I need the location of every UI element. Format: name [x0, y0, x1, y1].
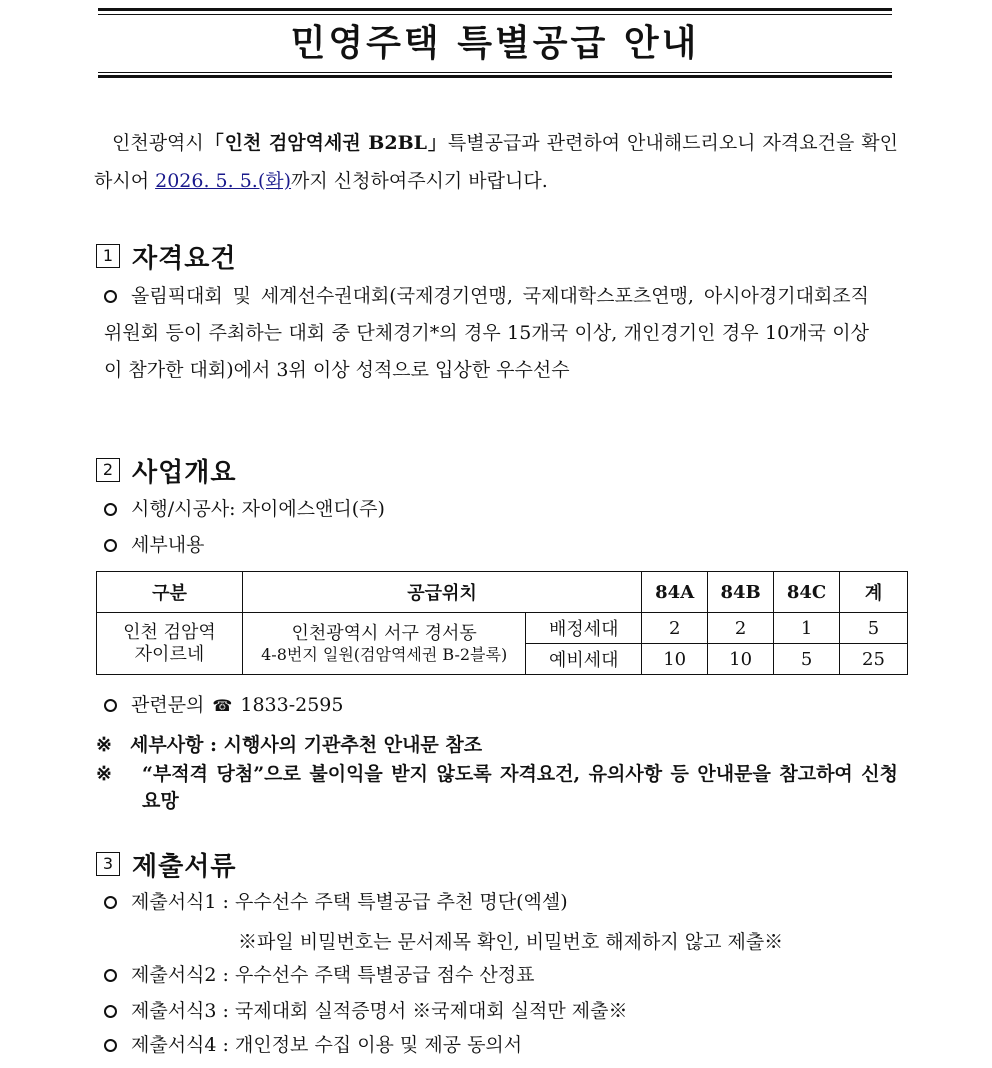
circle-bullet-icon: [104, 699, 117, 712]
details-label: 세부내용: [131, 534, 205, 556]
document-item: [104, 957, 534, 993]
table-header-row: [97, 572, 908, 613]
value-cell: 10: [642, 644, 708, 675]
supply-table: [96, 571, 908, 675]
section-title: 사업개요: [132, 457, 237, 488]
section-number: 2: [96, 458, 120, 482]
intro-prefix: 인천광역시: [112, 132, 204, 154]
circle-bullet-icon: [104, 290, 117, 303]
location-line: 4-8번지 일원(검암역세권 B-2블록): [261, 644, 508, 664]
document-item: [104, 1027, 522, 1063]
intro-mid: 특별공급과 관련하여 안내해드리오니 자격요건을 확인하시어: [94, 132, 898, 192]
header-cell: 84C: [774, 572, 840, 613]
location-line: 인천광역시 서구 경서동: [291, 622, 477, 644]
title-rule: [98, 8, 892, 11]
document-text: 제출서식1 : 우수선수 주택 특별공급 추천 명단(엑셀): [131, 891, 568, 913]
note-details: [96, 732, 482, 759]
type-cell: 배정세대: [526, 613, 642, 644]
note-text: 세부사항 : 시행사의 기관추천 안내문 참조: [130, 734, 483, 756]
total-cell: 5: [840, 613, 908, 644]
circle-bullet-icon: [104, 503, 117, 516]
header-cell: 공급위치: [242, 572, 641, 613]
circle-bullet-icon: [104, 539, 117, 552]
value-cell: 5: [774, 644, 840, 675]
password-note: ※파일 비밀번호는 문서제목 확인, 비밀번호 해제하지 않고 제출※: [238, 931, 784, 953]
qualification-body: 올림픽대회 및 세계선수권대회(국제경기연맹, 국제대학스포츠연맹, 아시아경기대회조직위원회 등이 주최하는 대회 중 단체경기*의 경우 15개국 이상, 개인경기인 경우 10개국 이상이 참가한 대회)에서 3위 이상 성적으로 입상한 우수선수: [104, 285, 869, 381]
section-title: 제출서류: [132, 851, 237, 882]
header-cell: 84A: [642, 572, 708, 613]
note-mark: ※: [96, 734, 112, 756]
note-mark: ※: [96, 763, 112, 785]
title-block: [98, 8, 892, 80]
qualification-text: [104, 278, 869, 389]
value-cell: 10: [708, 644, 774, 675]
section-heading-overview: [96, 454, 236, 486]
circle-bullet-icon: [104, 896, 117, 909]
page-title: 민영주택 특별공급 안내: [290, 23, 700, 64]
details-item: [104, 527, 204, 563]
intro-paragraph: [94, 124, 898, 200]
project-name-cell: [97, 613, 243, 675]
contact-label: 관련문의: [131, 694, 205, 716]
header-cell: 84B: [708, 572, 774, 613]
section-number: 3: [96, 852, 120, 876]
note-warning: [96, 761, 898, 815]
table-row: [97, 613, 908, 644]
document-text: 제출서식4 : 개인정보 수집 이용 및 제공 동의서: [131, 1034, 523, 1056]
project-name-text: 인천 검암역 자이르네: [123, 621, 216, 665]
project-name: 「인천 검암역세권 B2BL」: [203, 132, 448, 154]
section-heading-qualification: [96, 240, 236, 272]
builder-item: [104, 491, 385, 527]
note-text: “부적격 당첨”으로 불이익을 받지 않도록 자격요건, 유의사항 등 안내문을 참고하여 신청 요망: [142, 763, 898, 812]
location-cell: [242, 613, 525, 675]
document-text: 제출서식2 : 우수선수 주택 특별공급 점수 산정표: [131, 964, 535, 986]
circle-bullet-icon: [104, 969, 117, 982]
document-text: 제출서식3 : 국제대회 실적증명서 ※국제대회 실적만 제출※: [131, 1000, 628, 1022]
section-number: 1: [96, 244, 120, 268]
type-cell: 예비세대: [526, 644, 642, 675]
section-title: 자격요건: [132, 243, 237, 274]
contact-item: [104, 687, 344, 724]
value-cell: 2: [642, 613, 708, 644]
value-cell: 2: [708, 613, 774, 644]
title-rule: [98, 14, 892, 15]
document-item: [104, 993, 628, 1029]
intro-suffix: 까지 신청하여주시기 바랍니다.: [291, 170, 548, 192]
builder-text: 시행/시공사: 자이에스앤디(주): [131, 498, 385, 520]
deadline-date: 2026. 5. 5.(화): [155, 170, 292, 192]
section-heading-documents: [96, 848, 236, 880]
header-cell: 구분: [97, 572, 243, 613]
phone-icon: ☎: [212, 696, 233, 715]
value-cell: 1: [774, 613, 840, 644]
title-rule: [98, 72, 892, 73]
circle-bullet-icon: [104, 1005, 117, 1018]
document-item: [104, 884, 568, 920]
header-cell: 계: [840, 572, 908, 613]
total-cell: 25: [840, 644, 908, 675]
title-rule: [98, 75, 892, 78]
circle-bullet-icon: [104, 1039, 117, 1052]
contact-number: 1833-2595: [240, 694, 344, 716]
